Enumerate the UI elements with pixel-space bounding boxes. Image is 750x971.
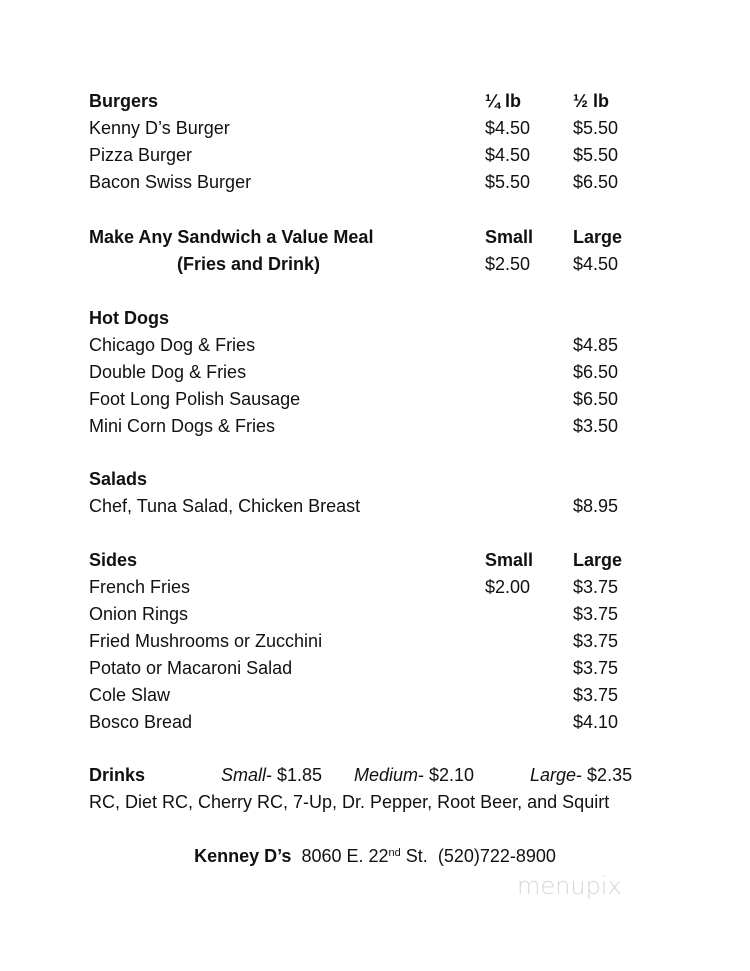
item-name: French Fries — [89, 577, 191, 597]
item-price: $8.95 — [573, 496, 619, 516]
section-title: Make Any Sandwich a Value Meal — [89, 227, 374, 247]
item-price: $5.50 — [485, 172, 531, 192]
col-header-large: Large — [573, 550, 623, 570]
item-name: Bacon Swiss Burger — [89, 172, 252, 192]
address-street: St. — [400, 846, 428, 866]
item-price: $4.50 — [573, 254, 619, 274]
footer-address — [0, 843, 750, 870]
col-header-quarter-lb: ¼ lb — [485, 91, 522, 111]
phone-number: (520)722-8900 — [437, 846, 556, 866]
item-name: Fried Mushrooms or Zucchini — [89, 631, 323, 651]
drink-size-label: Medium — [354, 765, 419, 785]
item-name: Mini Corn Dogs & Fries — [89, 416, 276, 436]
item-name: Chef, Tuna Salad, Chicken Breast — [89, 496, 361, 516]
drink-price: - $1.85 — [266, 765, 323, 785]
item-price: $6.50 — [573, 362, 619, 382]
section-title: Salads — [89, 469, 148, 489]
drinks-row — [89, 762, 689, 789]
section-title: Hot Dogs — [89, 308, 169, 328]
item-price: $6.50 — [573, 389, 619, 409]
col-header-half-lb: ½ lb — [573, 91, 610, 111]
address-suffix: nd — [388, 847, 401, 859]
col-header-small: Small — [485, 550, 534, 570]
col-header-large: Large — [573, 227, 623, 247]
item-price: $4.10 — [573, 712, 619, 732]
drink-price: - $2.35 — [576, 765, 633, 785]
item-price: $3.75 — [573, 631, 619, 651]
item-price: $4.50 — [485, 145, 531, 165]
item-price: $6.50 — [573, 172, 619, 192]
item-name: Onion Rings — [89, 604, 189, 624]
drinks-list: RC, Diet RC, Cherry RC, 7-Up, Dr. Pepper, Root Beer, and Squirt — [89, 792, 610, 812]
item-price: $4.85 — [573, 335, 619, 355]
item-price: $3.75 — [573, 658, 619, 678]
item-name: Chicago Dog & Fries — [89, 335, 256, 355]
drink-size-label: Small — [221, 765, 267, 785]
item-price: $3.75 — [573, 685, 619, 705]
item-price: $3.50 — [573, 416, 619, 436]
section-title: Burgers — [89, 91, 159, 111]
section-title: Drinks — [89, 765, 146, 785]
watermark: menupix — [517, 872, 622, 900]
section-title: Sides — [89, 550, 138, 570]
item-name: Potato or Macaroni Salad — [89, 658, 293, 678]
address: 8060 E. 22 — [301, 846, 389, 866]
item-name: Bosco Bread — [89, 712, 193, 732]
item-name: Kenny D’s Burger — [89, 118, 230, 138]
value-meal-subtitle: (Fries and Drink) — [177, 254, 321, 274]
drink-price: - $2.10 — [418, 765, 475, 785]
drink-size-label: Large — [530, 765, 577, 785]
item-name: Pizza Burger — [89, 145, 193, 165]
restaurant-name: Kenney D’s — [194, 846, 292, 866]
item-price: $2.00 — [485, 577, 531, 597]
item-price: $3.75 — [573, 577, 619, 597]
item-price: $3.75 — [573, 604, 619, 624]
item-price: $4.50 — [485, 118, 531, 138]
item-name: Cole Slaw — [89, 685, 171, 705]
item-price: $2.50 — [485, 254, 531, 274]
col-header-small: Small — [485, 227, 534, 247]
item-price: $5.50 — [573, 118, 619, 138]
item-name: Foot Long Polish Sausage — [89, 389, 301, 409]
item-name: Double Dog & Fries — [89, 362, 247, 382]
item-price: $5.50 — [573, 145, 619, 165]
